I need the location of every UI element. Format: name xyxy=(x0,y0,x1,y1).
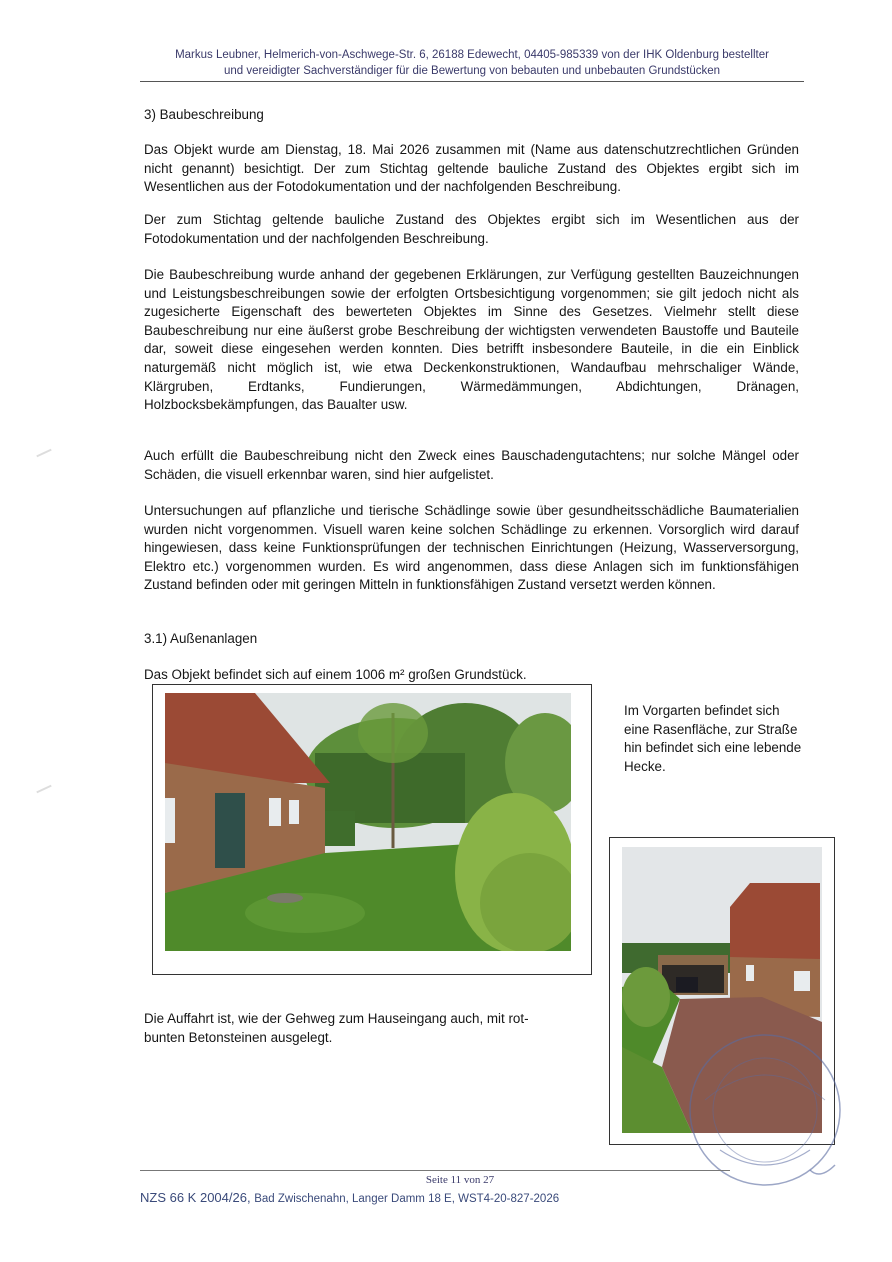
subsection-heading: 3.1) Außenanlagen xyxy=(144,631,258,646)
paragraph-description-basis: Die Baubeschreibung wurde anhand der gegebenen Erklärungen, zur Verfügung gestellten Bauzeichnungen und Leistungsbeschreibungen sowie der erfolgten Ortsbesichtigung vorgenommen; sie gilt jedoch nicht als zugesicherte Eigenschaft des bewerteten Objektes im Sinne des Gesetzes. Vielmehr stellt diese Baubeschreibung nur eine äußerst grobe Beschreibung der wichtigsten verwendeten Baustoffe und Bauteile dar, soweit diese eingesehen werden konnten. Dies betrifft insbesondere Bauteile, in die ein Einblick naturgemäß nicht möglich ist, wie etwa Deckenkonstruktionen, Wandaufbau mehrschaliger Wände, Klärgruben, Erdtanks, Fundierungen, Wärmedämmungen, Abdichtungen, Dränagen, Holzbocksbekämpfungen, das Baualter usw. xyxy=(144,267,799,413)
plot-size-sentence: Das Objekt befindet sich auf einem 1006 m² großen Grundstück. xyxy=(144,667,527,682)
section-heading: 3) Baubeschreibung xyxy=(144,107,264,122)
case-number: NZS 66 K 2004/26, xyxy=(140,1190,251,1205)
header-line-1: Markus Leubner, Helmerich-von-Aschwege-Str. 6, 26188 Edewecht, 04405-985339 von der IHK Oldenburg bestellter xyxy=(175,49,769,61)
property-location: Bad Zwischenahn, Langer Damm 18 E, WST4-20-827-2026 xyxy=(254,1193,560,1205)
margin-mark xyxy=(36,785,51,794)
driveway-caption: Die Auffahrt ist, wie der Gehweg zum Hauseingang auch, mit rot-bunten Betonsteinen ausgelegt. xyxy=(144,1011,529,1045)
page-header xyxy=(140,47,804,79)
paragraph-condition: Der zum Stichtag geltende bauliche Zustand des Objektes ergibt sich im Wesentlichen aus der Fotodokumentation und der nachfolgenden Beschreibung. xyxy=(144,212,799,246)
paragraph-inspection: Das Objekt wurde am Dienstag, 18. Mai 2026 zusammen mit (Name aus datenschutzrechtlichen Gründen nicht genannt) besichtigt. Der zum Stichtag geltende bauliche Zustand des Objektes ergibt sich im Wesentlichen aus der Fotodokumentation und der nachfolgenden Beschreibung. xyxy=(144,142,799,195)
header-line-2: und vereidigter Sachverständiger für die Bewertung von bebauten und unbebauten Grundstücken xyxy=(223,65,721,77)
page-number: Seite 11 von 27 xyxy=(425,1174,495,1186)
paragraph-no-damage-report: Auch erfüllt die Baubeschreibung nicht den Zweck eines Bauschadengutachtens; nur solche Mängel oder Schäden, die visuell erkennbar waren, sind hier aufgelistet. xyxy=(144,448,799,482)
front-garden-photo-frame xyxy=(152,684,592,975)
margin-mark xyxy=(36,449,51,458)
footer-divider xyxy=(140,1170,730,1171)
front-garden-photo xyxy=(165,693,571,951)
header-divider xyxy=(140,81,804,82)
case-reference xyxy=(140,1190,559,1205)
paragraph-pests-and-installations: Untersuchungen auf pflanzliche und tierische Schädlinge sowie über gesundheitsschädliche Baumaterialien wurden nicht vorgenommen. Visuell waren keine solchen Schädlinge zu erkennen. Vorsorglich wird darauf hingewiesen, dass keine Funktionsprüfungen der technischen Einrichtungen (Heizung, Wasserversorgung, Elektro etc.) vorgenommen wurden. Es wird angenommen, dass diese Anlagen sich im funktionsfähigen Zustand befinden oder mit geringen Mitteln in funktionsfähigen Zustand versetzt werden können. xyxy=(144,503,799,593)
front-garden-caption: Im Vorgarten befindet sich eine Rasenfläche, zur Straße hin befindet sich eine lebende Hecke. xyxy=(624,703,802,774)
